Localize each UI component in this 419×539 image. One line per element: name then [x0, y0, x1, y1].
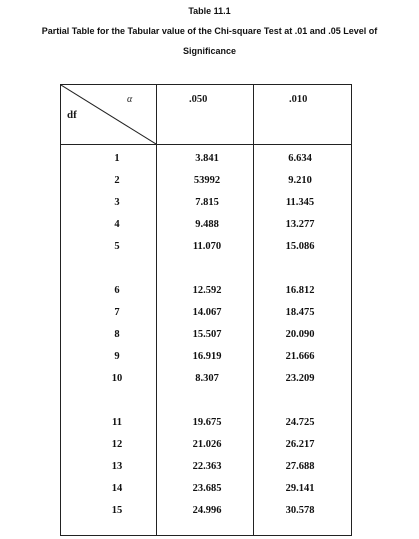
table-row — [61, 153, 353, 167]
df-cell: 5 — [114, 241, 120, 252]
value-010-cell: 18.475 — [285, 307, 315, 318]
header-df: df — [67, 109, 77, 121]
table-row — [61, 373, 353, 387]
value-010-cell: 16.812 — [285, 285, 315, 296]
df-cell: 2 — [114, 175, 120, 186]
value-050-cell: 12.592 — [192, 285, 222, 296]
header-level-050: .050 — [189, 94, 208, 105]
value-050-cell: 53992 — [193, 175, 221, 186]
df-cell: 6 — [114, 285, 120, 296]
value-010-cell: 6.634 — [288, 153, 312, 164]
value-050-cell: 21.026 — [192, 439, 222, 450]
header-divider — [61, 144, 351, 145]
value-050-cell: 22.363 — [192, 461, 222, 472]
value-010-cell: 9.210 — [288, 175, 312, 186]
table-row — [61, 329, 353, 343]
df-cell: 12 — [111, 439, 123, 450]
df-cell: 13 — [111, 461, 123, 472]
value-010-cell: 26.217 — [285, 439, 315, 450]
df-cell: 11 — [112, 417, 122, 428]
table-title: Partial Table for the Tabular value of the Chi-square Test at .01 and .05 Level of — [41, 26, 378, 36]
value-010-cell: 24.725 — [285, 417, 315, 428]
value-050-cell: 23.685 — [192, 483, 222, 494]
value-050-cell: 16.919 — [192, 351, 222, 362]
df-cell: 9 — [114, 351, 120, 362]
table-row — [61, 417, 353, 431]
value-050-cell: 24.996 — [192, 505, 222, 516]
value-010-cell: 20.090 — [285, 329, 315, 340]
table-row — [61, 307, 353, 321]
df-cell: 15 — [111, 505, 123, 516]
value-050-cell: 9.488 — [195, 219, 219, 230]
value-010-cell: 27.688 — [285, 461, 315, 472]
value-010-cell: 29.141 — [285, 483, 315, 494]
value-050-cell: 7.815 — [195, 197, 219, 208]
table-row — [61, 483, 353, 497]
value-010-cell: 11.345 — [285, 197, 315, 208]
value-050-cell: 14.067 — [192, 307, 222, 318]
df-cell: 7 — [114, 307, 120, 318]
table-row — [61, 241, 353, 255]
df-cell: 8 — [114, 329, 120, 340]
header-level-010: .010 — [289, 94, 308, 105]
table-row — [61, 197, 353, 211]
value-010-cell: 21.666 — [285, 351, 315, 362]
table-number: Table 11.1 — [188, 6, 231, 16]
table-row — [61, 505, 353, 519]
table-title-continued: Significance — [182, 46, 236, 56]
value-010-cell: 30.578 — [285, 505, 315, 516]
value-050-cell: 19.675 — [192, 417, 222, 428]
header-alpha: α — [127, 94, 133, 105]
value-010-cell: 15.086 — [285, 241, 315, 252]
chi-square-table — [60, 84, 352, 536]
df-cell: 1 — [114, 153, 120, 164]
table-row — [61, 285, 353, 299]
value-050-cell: 8.307 — [195, 373, 219, 384]
table-row — [61, 219, 353, 233]
value-010-cell: 23.209 — [285, 373, 315, 384]
df-cell: 14 — [111, 483, 123, 494]
table-row — [61, 175, 353, 189]
value-050-cell: 15.507 — [192, 329, 222, 340]
df-cell: 4 — [114, 219, 120, 230]
table-row — [61, 439, 353, 453]
df-cell: 10 — [111, 373, 123, 384]
value-050-cell: 3.841 — [195, 153, 219, 164]
table-row — [61, 351, 353, 365]
df-cell: 3 — [114, 197, 120, 208]
value-010-cell: 13.277 — [285, 219, 315, 230]
table-row — [61, 461, 353, 475]
value-050-cell: 11.070 — [192, 241, 222, 252]
